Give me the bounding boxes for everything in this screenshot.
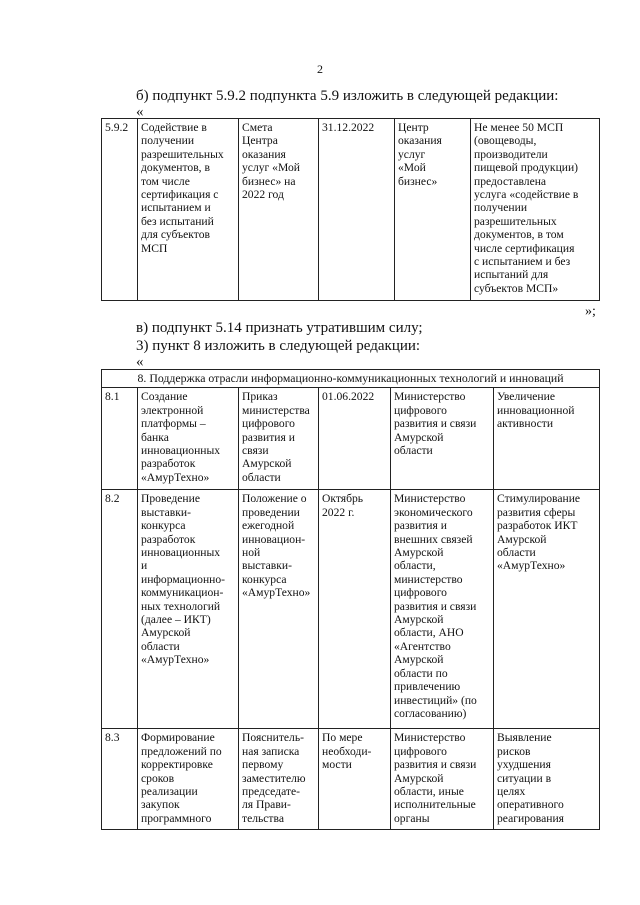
table-5-9-2 bbox=[101, 118, 600, 301]
cell-text-line: внешних связей bbox=[394, 532, 473, 546]
table-header-row bbox=[102, 370, 600, 388]
responsible-cell bbox=[391, 490, 494, 729]
cell-text-line: для субъектов bbox=[141, 228, 210, 242]
cell-text-line: пищевой продукции) bbox=[474, 161, 579, 175]
cell-text-line: (овощеводы, bbox=[474, 134, 537, 148]
cell-text-line: «АмурТехно» bbox=[242, 586, 311, 600]
cell-text-line: субъектов МСП» bbox=[474, 281, 559, 295]
cell-text-line: предоставлена bbox=[474, 174, 547, 188]
document-cell bbox=[239, 119, 319, 301]
deadline-cell bbox=[319, 388, 391, 490]
cell-text-line: разработок bbox=[141, 457, 196, 471]
cell-text-line: без испытаний bbox=[141, 214, 214, 228]
cell-text-line: области по bbox=[394, 666, 448, 680]
cell-text-line: оказания bbox=[398, 134, 442, 148]
cell-text-line: цифрового bbox=[394, 403, 447, 417]
row-number: 8.2 bbox=[102, 490, 138, 729]
cell-text-line: инвестиций» (по bbox=[394, 693, 477, 707]
cell-text-line: документов, в bbox=[141, 161, 210, 175]
cell-text-line: Смета bbox=[242, 121, 273, 134]
cell-text-line: развития и bbox=[242, 430, 295, 444]
cell-text-line: услуга «содействие в bbox=[474, 188, 579, 202]
cell-text-line: Содействие в bbox=[141, 121, 207, 134]
cell-text-line: числе сертификация bbox=[474, 241, 575, 255]
cell-text-line: и bbox=[141, 559, 148, 573]
cell-text-line: цифрового bbox=[242, 417, 295, 431]
responsible-cell bbox=[395, 119, 471, 301]
cell-text-line: Центра bbox=[242, 134, 278, 148]
cell-text-line: Выявление bbox=[497, 731, 552, 745]
cell-text-line: тельства bbox=[242, 811, 284, 825]
cell-text-line: информационно- bbox=[141, 572, 226, 586]
cell-text-line: программного bbox=[141, 811, 212, 825]
responsible-cell bbox=[391, 729, 494, 830]
table-row bbox=[102, 729, 600, 830]
cell-text-line: бизнес» на bbox=[242, 174, 296, 188]
table-section-8 bbox=[101, 369, 600, 830]
cell-text-line: органы bbox=[394, 811, 430, 825]
cell-text-line: (далее – ИКТ) bbox=[141, 613, 211, 627]
cell-text-line: банка bbox=[141, 430, 169, 444]
cell-text-line: том числе bbox=[141, 174, 190, 188]
cell-text-line: цифрового bbox=[394, 586, 447, 600]
cell-text-line: председате- bbox=[242, 785, 300, 799]
cell-text-line: целях bbox=[497, 785, 526, 799]
cell-text-line: с испытанием и без bbox=[474, 255, 571, 269]
cell-text-line: инновацион- bbox=[242, 532, 306, 546]
cell-text-line: Центр bbox=[398, 121, 429, 134]
cell-text-line: заместителю bbox=[242, 771, 306, 785]
cell-text-line: Амурской bbox=[394, 430, 444, 444]
cell-text-line: ной bbox=[242, 546, 261, 560]
row-number: 8.1 bbox=[102, 388, 138, 490]
cell-text-line: предложений по bbox=[141, 744, 222, 758]
cell-text-line: оказания bbox=[242, 147, 286, 161]
cell-text-line: ных технологий bbox=[141, 599, 221, 613]
amendment-v-text: в) подпункт 5.14 признать утратившим силу; bbox=[136, 320, 423, 336]
cell-text-line: Амурской bbox=[394, 546, 444, 560]
cell-text-line: области bbox=[394, 444, 433, 458]
cell-text-line: 01.06.2022 bbox=[322, 390, 375, 404]
measure-cell bbox=[138, 388, 239, 490]
cell-text-line: ситуации в bbox=[497, 771, 552, 785]
cell-text-line: министерства bbox=[242, 403, 310, 417]
cell-text-line: ежегодной bbox=[242, 519, 295, 533]
document-cell bbox=[239, 729, 319, 830]
cell-text-line: Амурской bbox=[394, 653, 444, 667]
cell-text-line: мости bbox=[322, 758, 352, 772]
cell-text-line: оперативного bbox=[497, 798, 564, 812]
cell-text-line: получении bbox=[141, 134, 195, 148]
cell-text-line: электронной bbox=[141, 403, 204, 417]
cell-text-line: экономического bbox=[394, 505, 473, 519]
section-header: 8. Поддержка отрасли информационно-коммуникационных технологий и инноваций bbox=[102, 370, 600, 388]
cell-text-line: связи bbox=[242, 444, 269, 458]
cell-text-line: бизнес» bbox=[398, 174, 438, 188]
cell-text-line: области, bbox=[394, 559, 436, 573]
cell-text-line: разрешительных bbox=[474, 214, 557, 228]
cell-text-line: услуг bbox=[398, 147, 426, 161]
cell-text-line: получении bbox=[474, 201, 528, 215]
cell-text-line: коммуникацион- bbox=[141, 586, 224, 600]
cell-text-line: области bbox=[242, 470, 281, 484]
cell-text-line: Формирование bbox=[141, 731, 215, 745]
cell-text-line: Стимулирование bbox=[497, 492, 581, 506]
cell-text-line: проведении bbox=[242, 505, 300, 519]
cell-text-line: Министерство bbox=[394, 731, 466, 745]
row-number: 8.3 bbox=[102, 729, 138, 830]
open-quote-2: « bbox=[136, 354, 144, 370]
cell-text-line: Амурской bbox=[242, 457, 292, 471]
cell-text-line: 31.12.2022 bbox=[322, 121, 375, 134]
cell-text-line: исполнительные bbox=[394, 798, 476, 812]
deadline-cell bbox=[319, 490, 391, 729]
cell-text-line: согласованию) bbox=[394, 706, 467, 720]
cell-text-line: развития и связи bbox=[394, 758, 477, 772]
cell-text-line: конкурса bbox=[141, 519, 186, 533]
cell-text-line: области, АНО bbox=[394, 626, 464, 640]
cell-text-line: министерство bbox=[394, 572, 463, 586]
cell-text-line: закупок bbox=[141, 798, 180, 812]
cell-text-line: ля Прави- bbox=[242, 798, 291, 812]
cell-text-line: сроков bbox=[141, 771, 175, 785]
cell-text-line: сертификация с bbox=[141, 188, 219, 202]
cell-text-line: Пояснитель- bbox=[242, 731, 304, 745]
page-number: 2 bbox=[317, 62, 323, 76]
cell-text-line: развития и связи bbox=[394, 417, 477, 431]
cell-text-line: По мере bbox=[322, 731, 363, 745]
open-quote-1: « bbox=[136, 104, 144, 120]
deadline-cell bbox=[319, 729, 391, 830]
cell-text-line: «Агентство bbox=[394, 639, 451, 653]
cell-text-line: Создание bbox=[141, 390, 188, 404]
cell-text-line: Министерство bbox=[394, 492, 466, 506]
cell-text-line: инновационных bbox=[141, 444, 221, 458]
cell-text-line: Амурской bbox=[141, 626, 191, 640]
cell-text-line: Приказ bbox=[242, 390, 278, 404]
close-quote-1: »; bbox=[585, 304, 596, 319]
cell-text-line: Проведение bbox=[141, 492, 200, 506]
cell-text-line: выставки- bbox=[141, 505, 191, 519]
cell-text-line: развития и bbox=[394, 519, 447, 533]
cell-text-line: испытаний для bbox=[474, 268, 549, 282]
cell-text-line: первому bbox=[242, 758, 284, 772]
result-cell bbox=[494, 388, 600, 490]
table-row bbox=[102, 490, 600, 729]
measure-cell bbox=[138, 490, 239, 729]
cell-text-line: конкурса bbox=[242, 572, 287, 586]
cell-text-line: развития сферы bbox=[497, 505, 576, 519]
cell-text-line: необходи- bbox=[322, 744, 372, 758]
cell-text-line: активности bbox=[497, 417, 554, 431]
cell-text-line: МСП bbox=[141, 241, 168, 255]
cell-text-line: Амурской bbox=[497, 532, 547, 546]
cell-text-line: испытанием и bbox=[141, 201, 211, 215]
cell-text-line: Амурской bbox=[394, 613, 444, 627]
cell-text-line: привлечению bbox=[394, 680, 461, 694]
cell-text-line: ухудшения bbox=[497, 758, 551, 772]
cell-text-line: разрешительных bbox=[141, 147, 224, 161]
cell-text-line: инновационной bbox=[497, 403, 575, 417]
amendment-3-text: 3) пункт 8 изложить в следующей редакции: bbox=[136, 338, 421, 354]
row-number: 5.9.2 bbox=[102, 119, 138, 301]
measure-cell bbox=[138, 729, 239, 830]
cell-text-line: выставки- bbox=[242, 559, 292, 573]
document-cell bbox=[239, 490, 319, 729]
cell-text-line: «АмурТехно» bbox=[141, 470, 210, 484]
cell-text-line: «Мой bbox=[398, 161, 426, 175]
cell-text-line: реализации bbox=[141, 785, 198, 799]
cell-text-line: документов, в том bbox=[474, 228, 564, 242]
cell-text-line: Министерство bbox=[394, 390, 466, 404]
cell-text-line: области, иные bbox=[394, 785, 464, 799]
deadline-cell bbox=[319, 119, 395, 301]
result-cell bbox=[471, 119, 600, 301]
cell-text-line: Увеличение bbox=[497, 390, 555, 404]
cell-text-line: разработок bbox=[141, 532, 196, 546]
table-row bbox=[102, 388, 600, 490]
cell-text-line: 2022 год bbox=[242, 188, 284, 202]
cell-text-line: Положение о bbox=[242, 492, 307, 506]
cell-text-line: корректировке bbox=[141, 758, 213, 772]
cell-text-line: области bbox=[141, 639, 180, 653]
cell-text-line: рисков bbox=[497, 744, 531, 758]
cell-text-line: ная записка bbox=[242, 744, 300, 758]
cell-text-line: области bbox=[497, 546, 536, 560]
cell-text-line: Амурской bbox=[394, 771, 444, 785]
cell-text-line: «АмурТехно» bbox=[497, 559, 566, 573]
cell-text-line: Октябрь bbox=[322, 492, 364, 506]
document-cell bbox=[239, 388, 319, 490]
cell-text-line: услуг «Мой bbox=[242, 161, 300, 175]
cell-text-line: Не менее 50 МСП bbox=[474, 121, 564, 134]
measure-cell bbox=[138, 119, 239, 301]
result-cell bbox=[494, 729, 600, 830]
cell-text-line: цифрового bbox=[394, 744, 447, 758]
cell-text-line: разработок ИКТ bbox=[497, 519, 578, 533]
cell-text-line: платформы – bbox=[141, 417, 206, 431]
cell-text-line: 2022 г. bbox=[322, 505, 355, 519]
cell-text-line: развития и связи bbox=[394, 599, 477, 613]
cell-text-line: инновационных bbox=[141, 546, 221, 560]
cell-text-line: реагирования bbox=[497, 811, 564, 825]
amendment-b-text: б) подпункт 5.9.2 подпункта 5.9 изложить в следующей редакции: bbox=[136, 88, 559, 104]
result-cell bbox=[494, 490, 600, 729]
cell-text-line: «АмурТехно» bbox=[141, 653, 210, 667]
responsible-cell bbox=[391, 388, 494, 490]
cell-text-line: производители bbox=[474, 147, 548, 161]
table-row bbox=[102, 119, 600, 301]
